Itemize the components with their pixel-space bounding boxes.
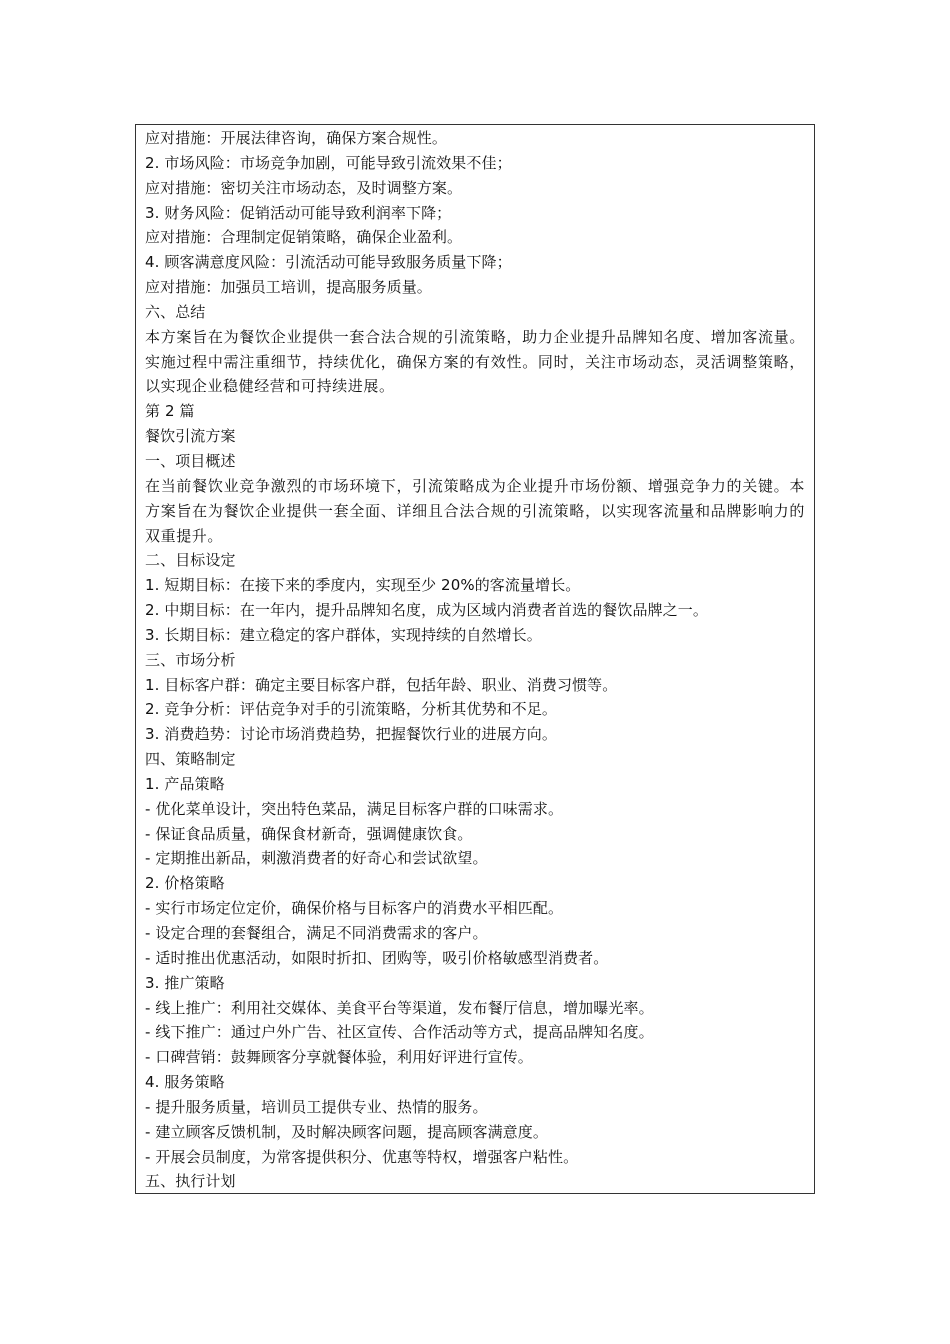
text-line: 4. 顾客满意度风险：引流活动可能导致服务质量下降； [145,253,512,272]
list-item: - 提升服务质量，培训员工提供专业、热情的服务。 [145,1097,488,1116]
document-title: 餐饮引流方案 [145,427,236,446]
text-line: 应对措施：密切关注市场动态，及时调整方案。 [145,178,463,197]
sub-heading: 4. 服务策略 [145,1073,225,1092]
list-item: - 线下推广：通过户外广告、社区宣传、合作活动等方式，提高品牌知名度。 [145,1023,654,1042]
document-table-cell [135,124,815,1194]
section-heading: 三、市场分析 [145,650,236,669]
text-line: 应对措施：合理制定促销策略，确保企业盈利。 [145,228,463,247]
section-heading: 一、项目概述 [145,451,236,470]
list-item: - 实行市场定位定价，确保价格与目标客户的消费水平相匹配。 [145,899,564,918]
list-item: - 优化菜单设计，突出特色菜品，满足目标客户群的口味需求。 [145,799,564,818]
section-heading: 五、执行计划 [145,1172,236,1191]
overview-paragraph: 在当前餐饮业竞争激烈的市场环境下，引流策略成为企业提升市场份额、增强竞争力的关键。本方案旨在为餐饮企业提供一套全面、详细且合法合规的引流策略，以实现客流量和品牌影响力的双重提升。 [145,476,805,545]
sub-heading: 1. 产品策略 [145,774,225,793]
list-item: 2. 竞争分析：评估竞争对手的引流策略，分析其优势和不足。 [145,700,557,719]
sub-heading: 3. 推广策略 [145,973,225,992]
list-item: 1. 目标客户群：确定主要目标客户群，包括年龄、职业、消费习惯等。 [145,675,618,694]
list-item: - 保证食品质量，确保食材新奇，强调健康饮食。 [145,824,473,843]
list-item: - 适时推出优惠活动，如限时折扣、团购等，吸引价格敏感型消费者。 [145,948,609,967]
list-item: 2. 中期目标：在一年内，提升品牌知名度，成为区域内消费者首选的餐饮品牌之一。 [145,601,708,620]
list-item: 3. 长期目标：建立稳定的客户群体，实现持续的自然增长。 [145,625,542,644]
list-item: - 线上推广：利用社交媒体、美食平台等渠道，发布餐厅信息，增加曝光率。 [145,998,654,1017]
sub-heading: 2. 价格策略 [145,874,225,893]
text-line: 应对措施：开展法律咨询，确保方案合规性。 [145,129,448,147]
text-line: 3. 财务风险：促销活动可能导致利润率下降； [145,203,452,222]
text-line: 应对措施：加强员工培训，提高服务质量。 [145,278,432,297]
section-heading: 六、总结 [145,302,206,321]
list-item: - 定期推出新品，刺激消费者的好奇心和尝试欲望。 [145,849,488,868]
section-heading: 四、策略制定 [145,750,236,769]
list-item: - 建立顾客反馈机制，及时解决顾客问题，提高顾客满意度。 [145,1122,548,1141]
list-item: - 开展会员制度，为常客提供积分、优惠等特权，增强客户粘性。 [145,1147,579,1166]
part-heading: 第 2 篇 [145,402,195,421]
list-item: - 设定合理的套餐组合，满足不同消费需求的客户。 [145,924,488,942]
section-heading: 二、目标设定 [145,551,236,570]
list-item: 1. 短期目标：在接下来的季度内，实现至少 20%的客流量增长。 [145,576,581,595]
list-item: - 口碑营销：鼓舞顾客分享就餐体验，利用好评进行宣传。 [145,1048,533,1067]
list-item: 3. 消费趋势：讨论市场消费趋势，把握餐饮行业的进展方向。 [145,725,557,744]
text-line: 2. 市场风险：市场竞争加剧，可能导致引流效果不佳； [145,153,512,172]
summary-paragraph: 本方案旨在为餐饮企业提供一套合法合规的引流策略，助力企业提升品牌知名度、增加客流量。实施过程中需注重细节，持续优化，确保方案的有效性。同时，关注市场动态，灵活调整策略，以实现企业稳健经营和可持续进展。 [145,327,805,396]
